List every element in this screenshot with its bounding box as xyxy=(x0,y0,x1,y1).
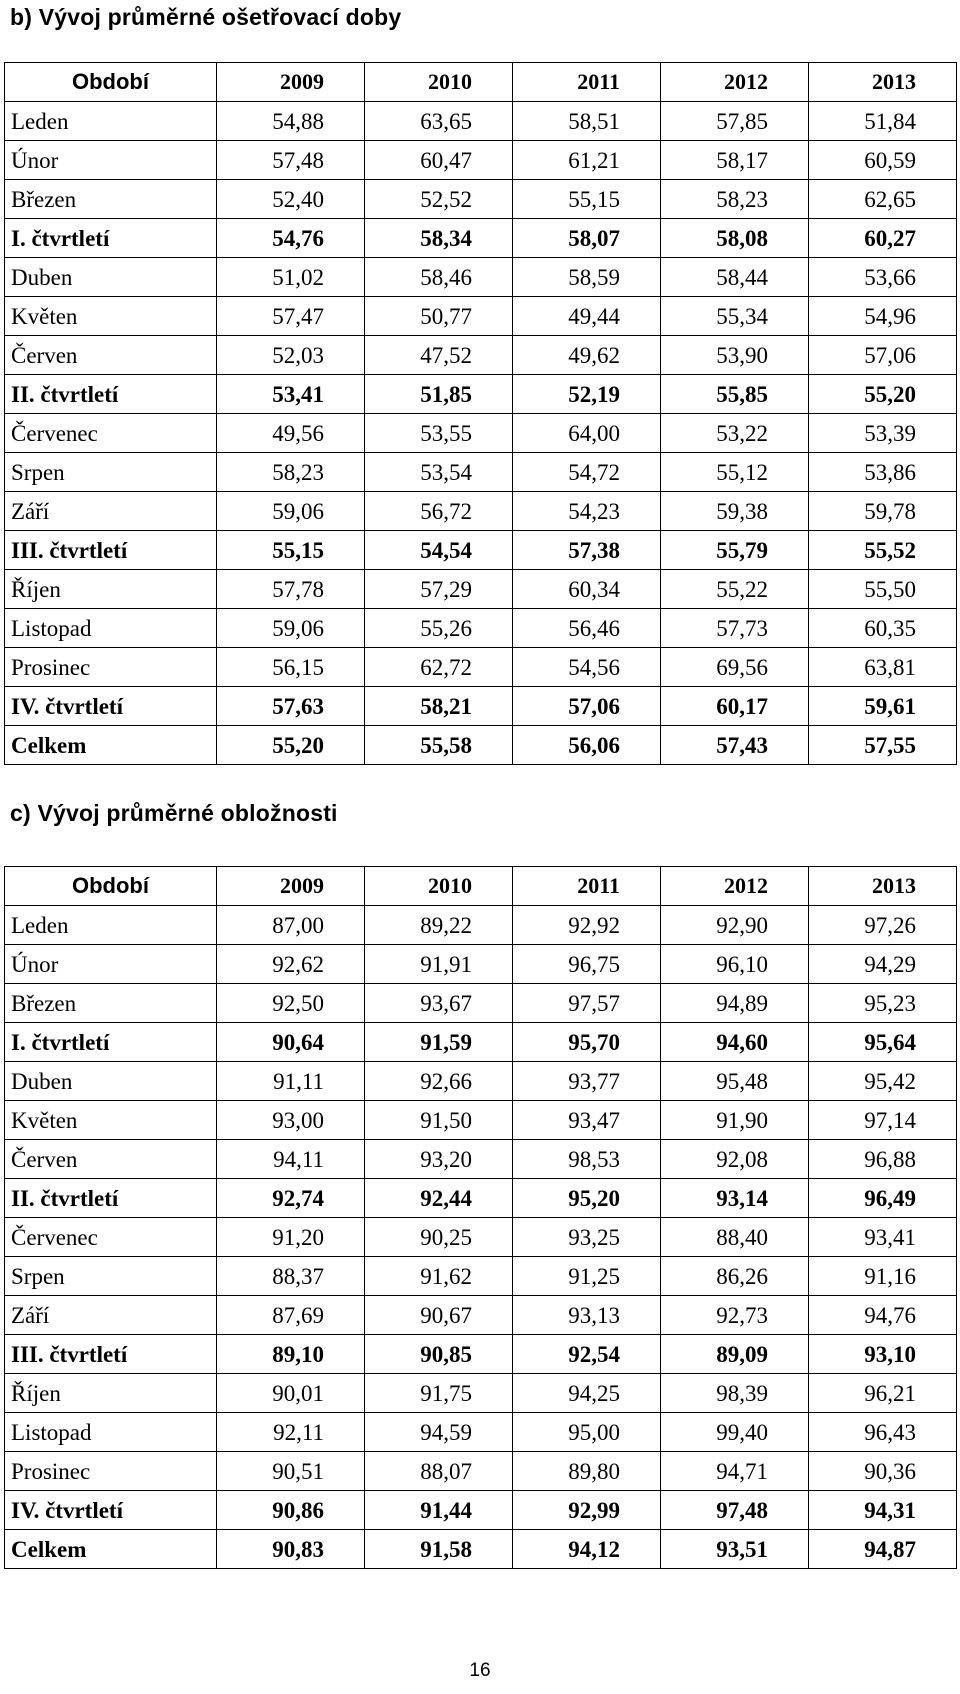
row-label: Březen xyxy=(5,180,217,219)
value-cell: 92,50 xyxy=(217,984,365,1023)
value-cell: 58,51 xyxy=(513,102,661,141)
value-cell: 94,31 xyxy=(809,1491,957,1530)
value-cell: 93,20 xyxy=(365,1140,513,1179)
value-cell: 56,06 xyxy=(513,726,661,765)
value-cell: 92,44 xyxy=(365,1179,513,1218)
value-cell: 88,37 xyxy=(217,1257,365,1296)
row-label: Červenec xyxy=(5,1218,217,1257)
table-row xyxy=(5,1257,957,1296)
value-cell: 55,15 xyxy=(217,531,365,570)
value-cell: 54,54 xyxy=(365,531,513,570)
value-cell: 91,62 xyxy=(365,1257,513,1296)
value-cell: 54,88 xyxy=(217,102,365,141)
value-cell: 57,85 xyxy=(661,102,809,141)
value-cell: 96,49 xyxy=(809,1179,957,1218)
value-cell: 92,92 xyxy=(513,906,661,945)
value-cell: 95,64 xyxy=(809,1023,957,1062)
value-cell: 60,59 xyxy=(809,141,957,180)
value-cell: 57,43 xyxy=(661,726,809,765)
header-year: 2011 xyxy=(513,867,661,906)
row-label: II. čtvrtletí xyxy=(5,375,217,414)
table-row xyxy=(5,1218,957,1257)
value-cell: 57,55 xyxy=(809,726,957,765)
row-label: Březen xyxy=(5,984,217,1023)
value-cell: 55,20 xyxy=(809,375,957,414)
value-cell: 60,47 xyxy=(365,141,513,180)
header-year: 2011 xyxy=(513,63,661,102)
value-cell: 97,14 xyxy=(809,1101,957,1140)
value-cell: 95,70 xyxy=(513,1023,661,1062)
value-cell: 58,21 xyxy=(365,687,513,726)
value-cell: 55,34 xyxy=(661,297,809,336)
value-cell: 94,71 xyxy=(661,1452,809,1491)
table-row xyxy=(5,945,957,984)
value-cell: 55,15 xyxy=(513,180,661,219)
row-label: Únor xyxy=(5,141,217,180)
row-label: Listopad xyxy=(5,1413,217,1452)
value-cell: 62,72 xyxy=(365,648,513,687)
table-row xyxy=(5,1062,957,1101)
row-label: I. čtvrtletí xyxy=(5,219,217,258)
value-cell: 56,72 xyxy=(365,492,513,531)
summary-row xyxy=(5,1335,957,1374)
table-row xyxy=(5,453,957,492)
value-cell: 50,77 xyxy=(365,297,513,336)
value-cell: 93,13 xyxy=(513,1296,661,1335)
value-cell: 91,59 xyxy=(365,1023,513,1062)
nursing-time-table xyxy=(4,62,957,765)
value-cell: 92,99 xyxy=(513,1491,661,1530)
value-cell: 93,25 xyxy=(513,1218,661,1257)
value-cell: 95,23 xyxy=(809,984,957,1023)
value-cell: 55,22 xyxy=(661,570,809,609)
value-cell: 55,58 xyxy=(365,726,513,765)
table-row xyxy=(5,1140,957,1179)
row-label: Květen xyxy=(5,297,217,336)
section-c-title: c) Vývoj průměrné obložnosti xyxy=(10,800,338,826)
row-label: Duben xyxy=(5,258,217,297)
table-row xyxy=(5,1413,957,1452)
value-cell: 62,65 xyxy=(809,180,957,219)
value-cell: 58,07 xyxy=(513,219,661,258)
table-row xyxy=(5,1374,957,1413)
value-cell: 90,83 xyxy=(217,1530,365,1569)
value-cell: 94,87 xyxy=(809,1530,957,1569)
value-cell: 53,39 xyxy=(809,414,957,453)
value-cell: 94,76 xyxy=(809,1296,957,1335)
value-cell: 53,90 xyxy=(661,336,809,375)
value-cell: 57,06 xyxy=(809,336,957,375)
value-cell: 90,85 xyxy=(365,1335,513,1374)
value-cell: 56,15 xyxy=(217,648,365,687)
value-cell: 56,46 xyxy=(513,609,661,648)
table-row xyxy=(5,570,957,609)
header-year: 2010 xyxy=(365,63,513,102)
value-cell: 61,21 xyxy=(513,141,661,180)
row-label: Únor xyxy=(5,945,217,984)
value-cell: 51,02 xyxy=(217,258,365,297)
value-cell: 90,51 xyxy=(217,1452,365,1491)
table-row xyxy=(5,102,957,141)
value-cell: 92,11 xyxy=(217,1413,365,1452)
value-cell: 96,21 xyxy=(809,1374,957,1413)
value-cell: 60,34 xyxy=(513,570,661,609)
value-cell: 96,88 xyxy=(809,1140,957,1179)
table-row xyxy=(5,414,957,453)
header-year: 2012 xyxy=(661,63,809,102)
page-number: 16 xyxy=(469,1660,491,1681)
row-label: Květen xyxy=(5,1101,217,1140)
value-cell: 64,00 xyxy=(513,414,661,453)
value-cell: 55,85 xyxy=(661,375,809,414)
value-cell: 97,48 xyxy=(661,1491,809,1530)
summary-row xyxy=(5,1179,957,1218)
value-cell: 90,36 xyxy=(809,1452,957,1491)
value-cell: 92,66 xyxy=(365,1062,513,1101)
value-cell: 95,42 xyxy=(809,1062,957,1101)
row-label: Červenec xyxy=(5,414,217,453)
table-row xyxy=(5,1101,957,1140)
value-cell: 91,11 xyxy=(217,1062,365,1101)
value-cell: 87,69 xyxy=(217,1296,365,1335)
row-label: Červen xyxy=(5,336,217,375)
value-cell: 57,78 xyxy=(217,570,365,609)
value-cell: 52,19 xyxy=(513,375,661,414)
value-cell: 92,90 xyxy=(661,906,809,945)
row-label: Srpen xyxy=(5,1257,217,1296)
value-cell: 52,03 xyxy=(217,336,365,375)
value-cell: 57,73 xyxy=(661,609,809,648)
row-label: Celkem xyxy=(5,1530,217,1569)
value-cell: 55,52 xyxy=(809,531,957,570)
summary-row xyxy=(5,726,957,765)
value-cell: 49,62 xyxy=(513,336,661,375)
value-cell: 98,53 xyxy=(513,1140,661,1179)
value-cell: 60,35 xyxy=(809,609,957,648)
table-header-row xyxy=(5,63,957,102)
summary-row xyxy=(5,687,957,726)
value-cell: 57,47 xyxy=(217,297,365,336)
value-cell: 90,25 xyxy=(365,1218,513,1257)
header-year: 2010 xyxy=(365,867,513,906)
header-year: 2012 xyxy=(661,867,809,906)
value-cell: 91,50 xyxy=(365,1101,513,1140)
value-cell: 91,75 xyxy=(365,1374,513,1413)
value-cell: 60,27 xyxy=(809,219,957,258)
summary-row xyxy=(5,219,957,258)
value-cell: 95,00 xyxy=(513,1413,661,1452)
header-year: 2013 xyxy=(809,63,957,102)
header-period: Období xyxy=(5,63,217,102)
value-cell: 91,20 xyxy=(217,1218,365,1257)
value-cell: 58,34 xyxy=(365,219,513,258)
value-cell: 52,52 xyxy=(365,180,513,219)
value-cell: 90,01 xyxy=(217,1374,365,1413)
value-cell: 47,52 xyxy=(365,336,513,375)
value-cell: 55,50 xyxy=(809,570,957,609)
row-label: IV. čtvrtletí xyxy=(5,687,217,726)
row-label: Prosinec xyxy=(5,1452,217,1491)
value-cell: 96,43 xyxy=(809,1413,957,1452)
table-row xyxy=(5,906,957,945)
value-cell: 60,17 xyxy=(661,687,809,726)
row-label: Září xyxy=(5,1296,217,1335)
table-row xyxy=(5,180,957,219)
row-label: Listopad xyxy=(5,609,217,648)
value-cell: 97,57 xyxy=(513,984,661,1023)
table-row xyxy=(5,258,957,297)
value-cell: 93,10 xyxy=(809,1335,957,1374)
row-label: Srpen xyxy=(5,453,217,492)
value-cell: 91,16 xyxy=(809,1257,957,1296)
value-cell: 49,56 xyxy=(217,414,365,453)
value-cell: 52,40 xyxy=(217,180,365,219)
table-row xyxy=(5,648,957,687)
value-cell: 93,41 xyxy=(809,1218,957,1257)
row-label: Leden xyxy=(5,906,217,945)
row-label: Říjen xyxy=(5,570,217,609)
header-year: 2009 xyxy=(217,63,365,102)
row-label: Září xyxy=(5,492,217,531)
value-cell: 96,75 xyxy=(513,945,661,984)
value-cell: 58,23 xyxy=(217,453,365,492)
value-cell: 93,77 xyxy=(513,1062,661,1101)
value-cell: 86,26 xyxy=(661,1257,809,1296)
value-cell: 89,80 xyxy=(513,1452,661,1491)
table-row xyxy=(5,984,957,1023)
value-cell: 94,89 xyxy=(661,984,809,1023)
value-cell: 91,58 xyxy=(365,1530,513,1569)
value-cell: 63,81 xyxy=(809,648,957,687)
value-cell: 58,44 xyxy=(661,258,809,297)
value-cell: 69,56 xyxy=(661,648,809,687)
row-label: Prosinec xyxy=(5,648,217,687)
row-label: I. čtvrtletí xyxy=(5,1023,217,1062)
value-cell: 53,54 xyxy=(365,453,513,492)
row-label: Leden xyxy=(5,102,217,141)
value-cell: 92,62 xyxy=(217,945,365,984)
value-cell: 54,56 xyxy=(513,648,661,687)
table-row xyxy=(5,297,957,336)
table-row xyxy=(5,492,957,531)
value-cell: 91,90 xyxy=(661,1101,809,1140)
value-cell: 94,12 xyxy=(513,1530,661,1569)
value-cell: 88,40 xyxy=(661,1218,809,1257)
value-cell: 92,54 xyxy=(513,1335,661,1374)
value-cell: 94,25 xyxy=(513,1374,661,1413)
value-cell: 54,23 xyxy=(513,492,661,531)
value-cell: 59,06 xyxy=(217,609,365,648)
value-cell: 89,10 xyxy=(217,1335,365,1374)
value-cell: 97,26 xyxy=(809,906,957,945)
value-cell: 54,76 xyxy=(217,219,365,258)
occupancy-table xyxy=(4,866,957,1569)
value-cell: 59,38 xyxy=(661,492,809,531)
value-cell: 88,07 xyxy=(365,1452,513,1491)
value-cell: 93,51 xyxy=(661,1530,809,1569)
value-cell: 94,29 xyxy=(809,945,957,984)
value-cell: 58,08 xyxy=(661,219,809,258)
value-cell: 58,17 xyxy=(661,141,809,180)
value-cell: 96,10 xyxy=(661,945,809,984)
summary-row xyxy=(5,1023,957,1062)
value-cell: 58,23 xyxy=(661,180,809,219)
section-b-title: b) Vývoj průměrné ošetřovací doby xyxy=(10,4,402,30)
value-cell: 54,72 xyxy=(513,453,661,492)
value-cell: 90,86 xyxy=(217,1491,365,1530)
value-cell: 57,29 xyxy=(365,570,513,609)
row-label: III. čtvrtletí xyxy=(5,1335,217,1374)
value-cell: 58,46 xyxy=(365,258,513,297)
value-cell: 98,39 xyxy=(661,1374,809,1413)
value-cell: 94,60 xyxy=(661,1023,809,1062)
value-cell: 91,44 xyxy=(365,1491,513,1530)
value-cell: 51,84 xyxy=(809,102,957,141)
value-cell: 92,73 xyxy=(661,1296,809,1335)
header-period: Období xyxy=(5,867,217,906)
value-cell: 95,20 xyxy=(513,1179,661,1218)
value-cell: 93,47 xyxy=(513,1101,661,1140)
value-cell: 59,61 xyxy=(809,687,957,726)
value-cell: 92,74 xyxy=(217,1179,365,1218)
value-cell: 92,08 xyxy=(661,1140,809,1179)
value-cell: 90,64 xyxy=(217,1023,365,1062)
header-year: 2013 xyxy=(809,867,957,906)
value-cell: 55,26 xyxy=(365,609,513,648)
value-cell: 55,20 xyxy=(217,726,365,765)
summary-row xyxy=(5,1530,957,1569)
value-cell: 99,40 xyxy=(661,1413,809,1452)
row-label: Červen xyxy=(5,1140,217,1179)
value-cell: 53,86 xyxy=(809,453,957,492)
value-cell: 94,59 xyxy=(365,1413,513,1452)
value-cell: 53,22 xyxy=(661,414,809,453)
value-cell: 89,09 xyxy=(661,1335,809,1374)
value-cell: 57,06 xyxy=(513,687,661,726)
summary-row xyxy=(5,375,957,414)
row-label: IV. čtvrtletí xyxy=(5,1491,217,1530)
value-cell: 53,66 xyxy=(809,258,957,297)
value-cell: 53,55 xyxy=(365,414,513,453)
table-row xyxy=(5,1452,957,1491)
table-header-row xyxy=(5,867,957,906)
value-cell: 54,96 xyxy=(809,297,957,336)
value-cell: 91,91 xyxy=(365,945,513,984)
value-cell: 93,00 xyxy=(217,1101,365,1140)
value-cell: 55,79 xyxy=(661,531,809,570)
table-row xyxy=(5,1296,957,1335)
value-cell: 51,85 xyxy=(365,375,513,414)
summary-row xyxy=(5,531,957,570)
row-label: Duben xyxy=(5,1062,217,1101)
value-cell: 95,48 xyxy=(661,1062,809,1101)
value-cell: 53,41 xyxy=(217,375,365,414)
value-cell: 93,14 xyxy=(661,1179,809,1218)
row-label: Říjen xyxy=(5,1374,217,1413)
value-cell: 59,78 xyxy=(809,492,957,531)
row-label: II. čtvrtletí xyxy=(5,1179,217,1218)
value-cell: 91,25 xyxy=(513,1257,661,1296)
value-cell: 59,06 xyxy=(217,492,365,531)
row-label: III. čtvrtletí xyxy=(5,531,217,570)
value-cell: 94,11 xyxy=(217,1140,365,1179)
value-cell: 87,00 xyxy=(217,906,365,945)
header-year: 2009 xyxy=(217,867,365,906)
value-cell: 57,48 xyxy=(217,141,365,180)
value-cell: 90,67 xyxy=(365,1296,513,1335)
table-row xyxy=(5,609,957,648)
value-cell: 57,38 xyxy=(513,531,661,570)
value-cell: 55,12 xyxy=(661,453,809,492)
value-cell: 58,59 xyxy=(513,258,661,297)
value-cell: 63,65 xyxy=(365,102,513,141)
table-row xyxy=(5,336,957,375)
value-cell: 49,44 xyxy=(513,297,661,336)
table-row xyxy=(5,141,957,180)
row-label: Celkem xyxy=(5,726,217,765)
value-cell: 57,63 xyxy=(217,687,365,726)
value-cell: 93,67 xyxy=(365,984,513,1023)
value-cell: 89,22 xyxy=(365,906,513,945)
summary-row xyxy=(5,1491,957,1530)
